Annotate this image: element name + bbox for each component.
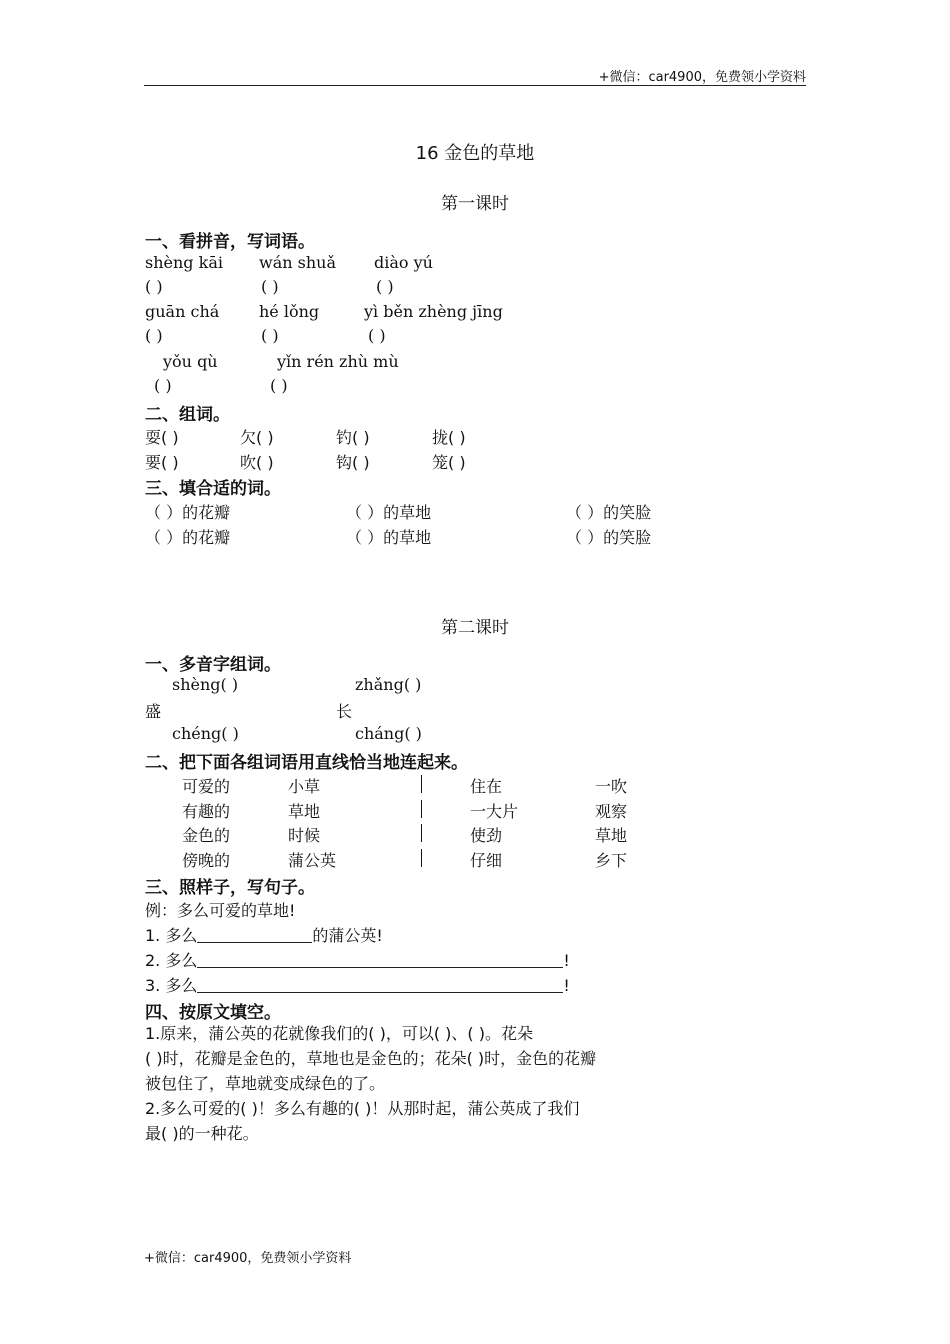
pinyin: wán shuǎ [259, 253, 336, 272]
column-divider [421, 824, 422, 842]
answer-underline[interactable] [197, 926, 312, 943]
l2-q4-heading: 四、按原文填空。 [145, 1003, 281, 1023]
polyphone-blank[interactable]: zhǎng( ) [355, 675, 422, 694]
match-word[interactable]: 时候 [288, 826, 321, 845]
match-word[interactable]: 有趣的 [182, 802, 231, 821]
pinyin: diào yú [374, 253, 433, 272]
phrase-blank[interactable]: （ ）的笑脸 [566, 528, 652, 547]
l2-q1-heading: 一、多音字组词。 [145, 655, 281, 675]
match-word[interactable]: 仔细 [470, 851, 503, 870]
word-blank[interactable]: 拢( ) [432, 428, 466, 447]
word-blank[interactable]: 钩( ) [336, 453, 370, 472]
paragraph-line[interactable]: 2.多么可爱的( )！多么有趣的( )！从那时起，蒲公英成了我们 [145, 1099, 580, 1118]
lesson2-heading: 第二课时 [441, 618, 509, 638]
pinyin: guān chá [145, 302, 220, 321]
l1-q2-heading: 二、组词。 [145, 405, 230, 425]
answer-blank[interactable]: ( ) [145, 277, 163, 296]
lesson1-heading: 第一课时 [441, 194, 509, 214]
pinyin: yǒu qù [163, 352, 218, 371]
word-blank[interactable]: 钓( ) [336, 428, 370, 447]
answer-blank[interactable]: ( ) [261, 326, 279, 345]
match-word[interactable]: 傍晚的 [182, 851, 231, 870]
match-word[interactable]: 一大片 [470, 802, 519, 821]
match-word[interactable]: 小草 [288, 777, 321, 796]
answer-underline[interactable] [197, 976, 563, 993]
l2-q3-heading: 三、照样子，写句子。 [145, 878, 315, 898]
sentence-line [145, 923, 383, 946]
word-blank[interactable]: 要( ) [145, 453, 179, 472]
match-word[interactable]: 可爱的 [182, 777, 231, 796]
word-blank[interactable]: 欠( ) [240, 428, 274, 447]
sentence-suffix: ! [563, 951, 570, 970]
answer-blank[interactable]: ( ) [368, 326, 386, 345]
match-word[interactable]: 乡下 [595, 851, 628, 870]
word-blank[interactable]: 笼( ) [432, 453, 466, 472]
paragraph-line[interactable]: ( )时，花瓣是金色的，草地也是金色的；花朵( )时，金色的花瓣 [145, 1049, 597, 1068]
column-divider [421, 849, 422, 867]
l2-q2-heading: 二、把下面各组词语用直线恰当地连起来。 [145, 753, 468, 773]
pinyin: yǐn rén zhù mù [277, 352, 399, 371]
l1-q3-heading: 三、填合适的词。 [145, 479, 281, 499]
phrase-blank[interactable]: （ ）的草地 [346, 528, 432, 547]
match-word[interactable]: 草地 [288, 802, 321, 821]
paragraph-line[interactable]: 最( )的一种花。 [145, 1124, 259, 1143]
example-sentence: 例：多么可爱的草地! [145, 901, 296, 920]
answer-blank[interactable]: ( ) [145, 326, 163, 345]
phrase-blank[interactable]: （ ）的笑脸 [566, 503, 652, 522]
sentence-prefix: 2. 多么 [145, 951, 198, 970]
polyphone-blank[interactable]: chéng( ) [172, 724, 239, 743]
answer-blank[interactable]: ( ) [270, 376, 288, 395]
header-note: +微信：car4900，免费领小学资料 [598, 70, 806, 85]
header-divider [144, 85, 806, 86]
sentence-line [145, 973, 570, 996]
paragraph-line: 被包住了，草地就变成绿色的了。 [145, 1074, 386, 1093]
pinyin: shèng kāi [145, 253, 223, 272]
match-word[interactable]: 一吹 [595, 777, 628, 796]
sentence-prefix: 1. 多么 [145, 926, 198, 945]
match-word[interactable]: 金色的 [182, 826, 231, 845]
polyphone-char: 长 [336, 702, 353, 721]
pinyin: yì běn zhèng jīng [364, 302, 503, 321]
sentence-suffix: 的蒲公英! [312, 926, 383, 945]
match-word[interactable]: 住在 [470, 777, 503, 796]
sentence-suffix: ! [563, 976, 570, 995]
answer-blank[interactable]: ( ) [154, 376, 172, 395]
pinyin: hé lǒng [259, 302, 320, 321]
footer-note: +微信：car4900，免费领小学资料 [144, 1251, 352, 1266]
paragraph-line[interactable]: 1.原来，蒲公英的花就像我们的( )，可以( )、( )。花朵 [145, 1024, 533, 1043]
answer-blank[interactable]: ( ) [261, 277, 279, 296]
sentence-prefix: 3. 多么 [145, 976, 198, 995]
column-divider [421, 775, 422, 793]
word-blank[interactable]: 耍( ) [145, 428, 179, 447]
answer-blank[interactable]: ( ) [376, 277, 394, 296]
polyphone-blank[interactable]: cháng( ) [355, 724, 422, 743]
polyphone-char: 盛 [145, 702, 162, 721]
fill-paragraph-2 [145, 1096, 807, 1146]
match-word[interactable]: 使劲 [470, 826, 503, 845]
match-word[interactable]: 草地 [595, 826, 628, 845]
phrase-blank[interactable]: （ ）的花瓣 [145, 503, 231, 522]
phrase-blank[interactable]: （ ）的草地 [346, 503, 432, 522]
match-word[interactable]: 蒲公英 [288, 851, 337, 870]
phrase-blank[interactable]: （ ）的花瓣 [145, 528, 231, 547]
polyphone-blank[interactable]: shèng( ) [172, 675, 239, 694]
column-divider [421, 800, 422, 818]
fill-paragraph-1 [145, 1021, 807, 1096]
answer-underline[interactable] [197, 951, 563, 968]
word-blank[interactable]: 吹( ) [240, 453, 274, 472]
page-title: 16 金色的草地 [415, 143, 535, 164]
match-word[interactable]: 观察 [595, 802, 628, 821]
sentence-line [145, 948, 570, 971]
l1-q1-heading: 一、看拼音，写词语。 [145, 232, 315, 252]
